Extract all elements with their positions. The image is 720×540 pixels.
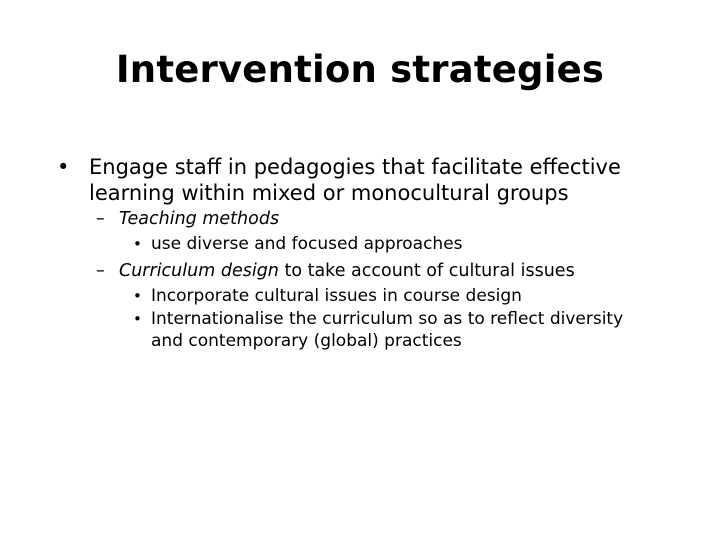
bullet-text: to take account of cultural issues [278, 261, 575, 281]
slide-body [0, 154, 720, 352]
bullet-level1 [0, 154, 720, 206]
dash-marker-icon: – [96, 261, 105, 281]
bullet-italic-text: Teaching methods [119, 209, 280, 229]
bullet-level2 [0, 258, 720, 284]
bullet-dot-icon: • [133, 235, 142, 253]
bullet-text: Engage staff in pedagogies that facilitate effective learning within mixed or monocultural groups [89, 155, 621, 205]
bullet-dot-icon: • [133, 287, 142, 305]
bullet-text: use diverse and focused approaches [151, 234, 463, 254]
bullet-dot-icon: • [133, 310, 142, 328]
dash-marker-icon: – [96, 209, 105, 229]
bullet-level3 [0, 285, 720, 307]
bullet-italic-text: Curriculum design [119, 261, 279, 281]
slide-title: Intervention strategies [115, 48, 605, 91]
bullet-text: Internationalise the curriculum so as to reflect diversity and contemporary (global) practices [151, 309, 624, 351]
bullet-level2 [0, 206, 720, 232]
bullet-level3 [0, 233, 720, 255]
bullet-level3 [0, 308, 720, 352]
bullet-text: Incorporate cultural issues in course design [151, 286, 522, 306]
bullet-dot-icon: • [57, 155, 70, 179]
